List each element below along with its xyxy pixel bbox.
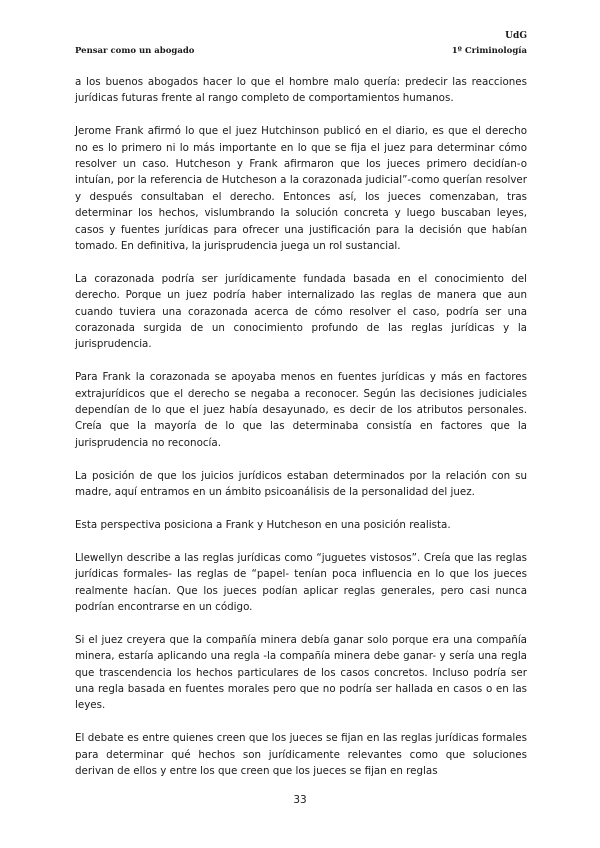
header-course: 1º Criminología xyxy=(451,46,527,56)
body-text xyxy=(75,74,527,796)
paragraph: El debate es entre quienes creen que los jueces se fijan en las reglas jurídicas formales para determinar qué hechos son jurídicamente relevantes como que soluciones derivan de ellos y entre los que creen que los jueces se fijan en reglas xyxy=(75,732,527,777)
paragraph: La posición de que los juicios jurídicos estaban determinados por la relación con su madre, aquí entramos en un ámbito psicoanálisis de la personalidad del juez. xyxy=(75,469,527,499)
header-book-title: Pensar como un abogado xyxy=(75,46,195,56)
page-number: 33 xyxy=(293,794,307,806)
paragraph: a los buenos abogados hacer lo que el hombre malo quería: predecir las reacciones jurídicas futuras frente al rango completo de comportamientos humanos. xyxy=(75,76,527,105)
paragraph: Esta perspectiva posiciona a Frank y Hutcheson en una posición realista. xyxy=(75,518,451,531)
paragraph: La corazonada podría ser jurídicamente fundada basada en el conocimiento del derecho. Porque un juez podría haber internalizado las reglas de manera que aun cuando tuviera una corazonada acerca de cómo resolver el caso, podría ser una corazonada surgida de un conocimiento profundo de las reglas jurídicas y la jurisprudencia. xyxy=(75,272,527,351)
paragraph: Para Frank la corazonada se apoyaba menos en fuentes jurídicas y más en factores extrajurídicos que el derecho se negaba a reconocer. Según las decisiones judiciales dependían de lo que el juez había desayunado, es decir de los atributos personales. Creía que la mayoría de lo que las determinaba consistía en factores que la jurisprudencia no reconocía. xyxy=(75,371,527,449)
header-institution: UdG xyxy=(505,31,527,41)
paragraph: Jerome Frank afirmó lo que el juez Hutchinson publicó en el diario, es que el derecho no es lo primero ni lo más importante en lo que se fija el juez para determinar cómo resolver un caso. Hutcheson y Frank afirmaron que los jueces primero decidían-o intuían, por la referencia de Hutcheson a la corazonada judicial”-como querían resolver y después consultaban el derecho. Entonces así, los jueces comenzaban, tras determinar los hechos, vislumbrando la solución concreta y luego buscaban leyes, casos y fuentes jurídicas para ofrecer una justificación para la decisión que habían tomado. En definitiva, la jurisprudencia juega un rol sustancial. xyxy=(75,125,527,253)
paragraph: Llewellyn describe a las reglas jurídicas como “juguetes vistosos”. Creía que las reglas jurídicas formales- las reglas de “papel- tenían poca influencia en lo que los jueces realmente hacían. Que los jueces podían aplicar reglas generales, pero casi nunca podrían encontrarse en un código. xyxy=(75,551,527,613)
paragraph: Si el juez creyera que la compañía minera debía ganar solo porque era una compañía minera, estaría aplicando una regla -la compañía minera debe ganar- y sería una regla que trascendencia los hechos particulares de los casos concretos. Incluso podría ser una regla basada en fuentes morales pero que no podría ser hallada en casos o en las leyes. xyxy=(75,633,527,712)
